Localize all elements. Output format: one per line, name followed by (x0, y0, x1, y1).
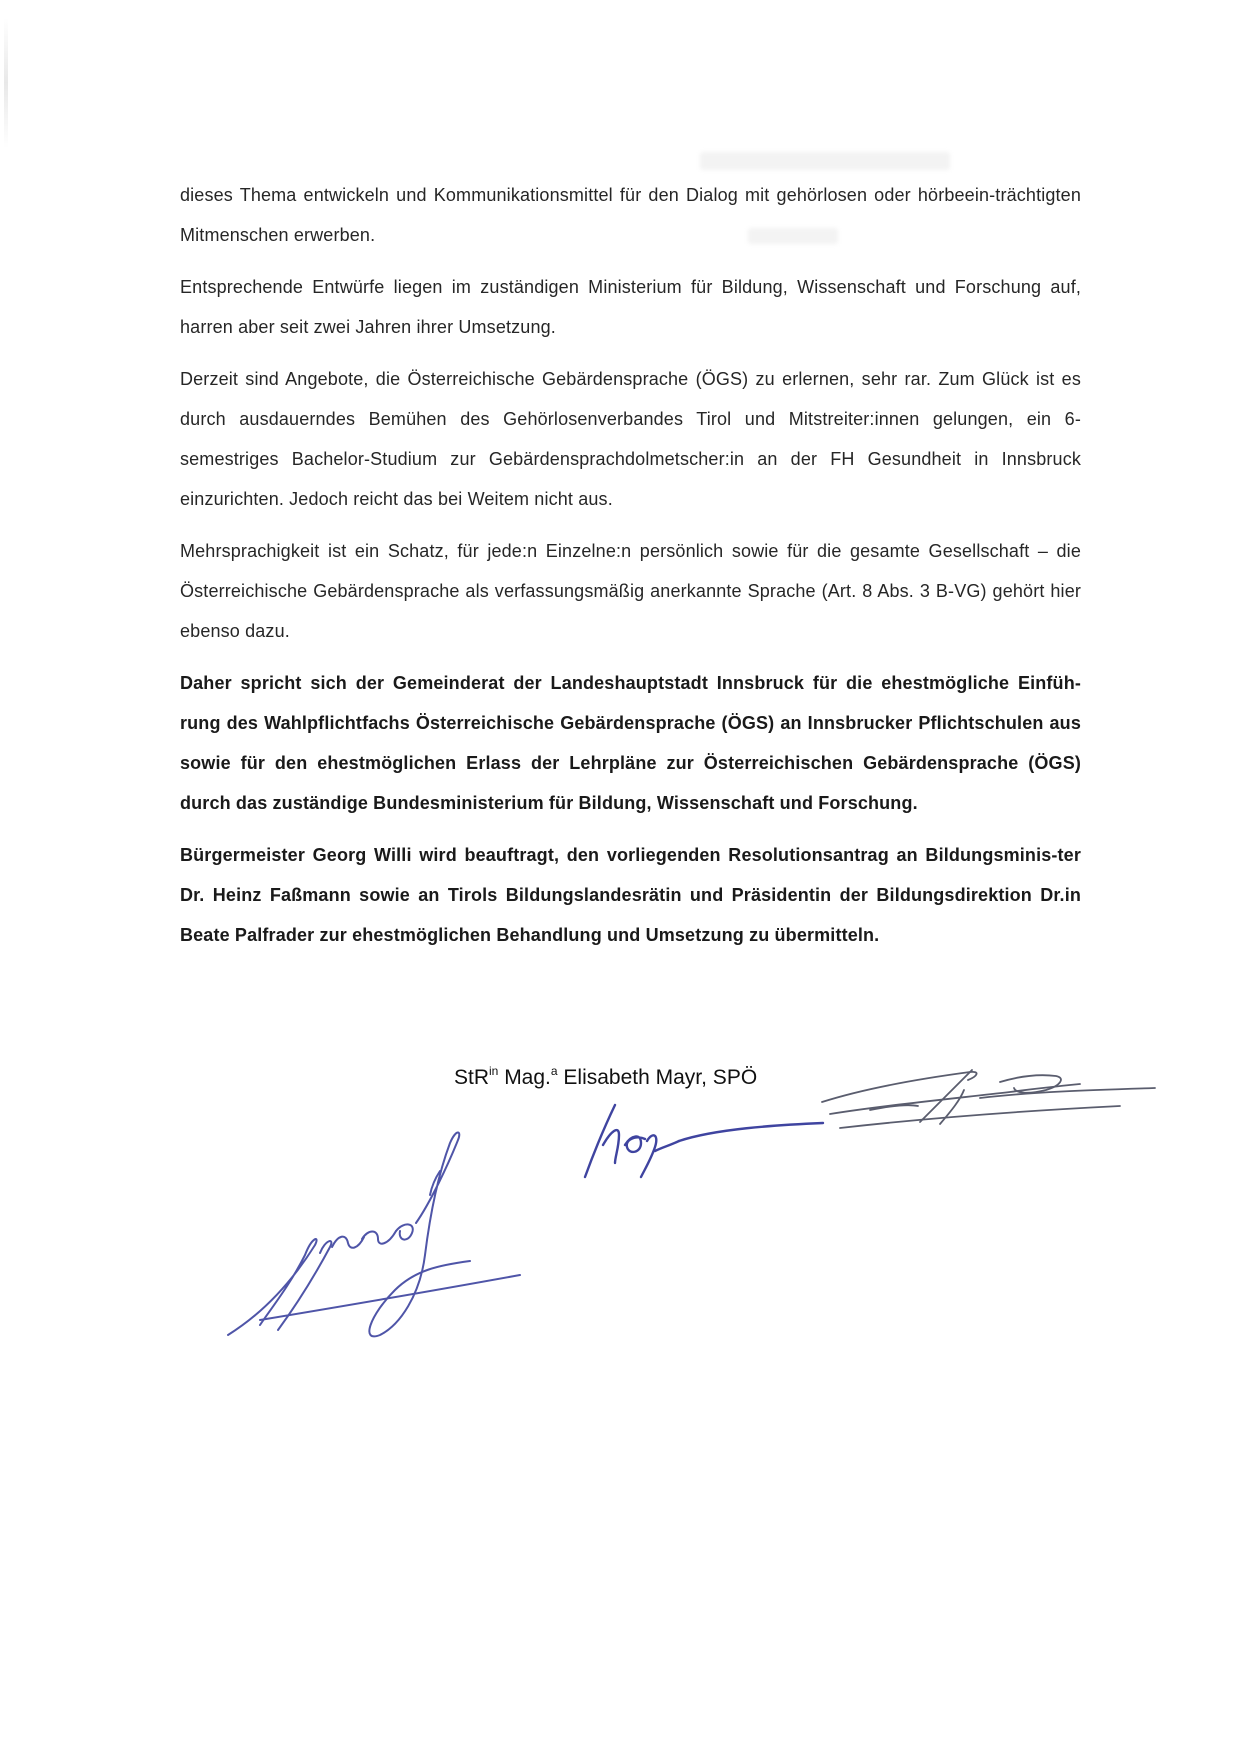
scan-shadow (4, 18, 8, 148)
name-party: Elisabeth Mayr, SPÖ (557, 1066, 758, 1089)
body-text (180, 175, 1081, 967)
paragraph-ministry-drafts: Entsprechende Entwürfe liegen im zuständigen Ministerium für Bildung, Wissenschaft und Forschung auf, harren aber seit zwei Jahren ihrer Umsetzung. (180, 277, 1081, 337)
signatory-name (454, 1066, 757, 1090)
paragraph-current-offers: Derzeit sind Angebote, die Österreichische Gebärdensprache (ÖGS) zu erlernen, sehr rar. Zum Glück ist es durch ausdauerndes Bemühen des Gehörlosenverbandes Tirol und Mitstreiter:innen gelungen, ein 6-semestriges Bachelor-Studium zur Gebärdensprachdolmetscher:in an der FH Gesundheit in Innsbruck einzurichten. Jedoch reicht das bei Weitem nicht aus. (180, 369, 1081, 509)
handwritten-signature-right (800, 1062, 1160, 1152)
academic-title-sup: a (550, 1064, 558, 1078)
show-through-mark (700, 152, 950, 170)
paragraph-multilingualism: Mehrsprachigkeit ist ein Schatz, für jede:n Einzelne:n persönlich sowie für die gesamte Gesellschaft – die Österreichische Gebärdensprache als verfassungsmäßig anerkannte Sprache (Art. 8 Abs. 3 B-VG) gehört hier ebenso dazu. (180, 541, 1081, 641)
paragraph-mandate: Bürgermeister Georg Willi wird beauftragt, den vorliegenden Resolutionsantrag an Bildungsminis-ter Dr. Heinz Faßmann sowie an Tirols Bildungslandesrätin und Präsidentin der Bildungsdirektion Dr.in Beate Palfrader zur ehestmöglichen Behandlung und Umsetzung zu übermitteln. (180, 845, 1081, 945)
paragraph-resolution: Daher spricht sich der Gemeinderat der Landeshauptstadt Innsbruck für die ehestmögliche Einfüh-rung des Wahlpflichtfachs Österreichische Gebärdensprache (ÖGS) an Innsbrucker Pflichtschulen aus sowie für den ehestmöglichen Erlass der Lehrpläne zur Österreichischen Gebärdensprache (ÖGS) durch das zuständige Bundesministerium für Bildung, Wissenschaft und Forschung. (180, 673, 1081, 813)
paragraph-continuation: dieses Thema entwickeln und Kommunikationsmittel für den Dialog mit gehörlosen oder hörbeein-trächtigten Mitmenschen erwerben. (180, 185, 1081, 245)
handwritten-signature-left (220, 1125, 540, 1355)
title-prefix: StR (454, 1066, 490, 1089)
academic-title: Mag. (498, 1066, 551, 1089)
handwritten-signature-mayr (575, 1095, 825, 1185)
title-prefix-sup: in (489, 1064, 499, 1078)
